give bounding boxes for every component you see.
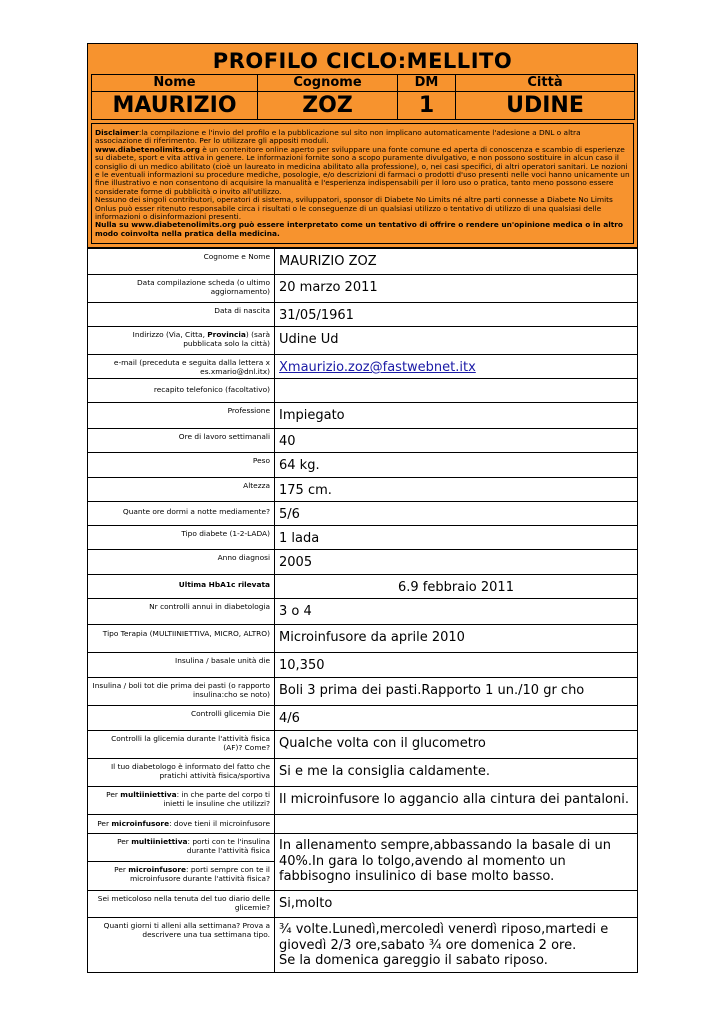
header-citta-label: Città bbox=[456, 75, 635, 92]
controlli-glicemia-value[interactable]: 4/6 bbox=[275, 706, 638, 731]
form-row-insulina-basale bbox=[88, 653, 638, 678]
field-label: Cognome e Nome bbox=[88, 249, 275, 275]
header-citta-value: UDINE bbox=[456, 92, 635, 120]
field-label: Controlli la glicemia durante l'attività fisica (AF)? Come? bbox=[88, 731, 275, 759]
header-dm-value: 1 bbox=[398, 92, 456, 120]
porti-insulina-value[interactable]: In allenamento sempre,abbassando la basale di un 40%.In gara lo tolgo,avendo al momento un fabbisogno insulinico di base molto basso. bbox=[275, 834, 638, 891]
identity-table bbox=[91, 74, 635, 120]
profile-page bbox=[87, 43, 638, 973]
disclaimer-text-3: Nessuno dei singoli contributori, operatori di sistema, sviluppatori, sponsor di Diabete No Limits né altre parti connesse a Diabete No Limits Onlus può esser ritenuto responsabile circa i risultati o le conseguenze di un qualsiasi utilizzo o tentativo di utilizzo di una qualsiasi delle informazioni o disinformazioni presenti. bbox=[95, 195, 613, 222]
label-part: Per bbox=[106, 790, 121, 799]
field-label: Il tuo diabetologo è informato del fatto che pratichi attività fisica/sportiva bbox=[88, 759, 275, 787]
disclaimer-text-4: Nulla su www.diabetenolimits.org può essere interpretato come un tentativo di offrire o rendere un'opinione medica o in altro modo coinvolta nella pratica della medicina. bbox=[95, 220, 623, 238]
form-row-anno-diagnosi bbox=[88, 550, 638, 575]
field-label: Insulina / basale unità die bbox=[88, 653, 275, 678]
form-row-multi-parte bbox=[88, 787, 638, 815]
field-label: Data di nascita bbox=[88, 303, 275, 327]
form-row-cognome-nome bbox=[88, 249, 638, 275]
field-label: Tipo Terapia (MULTIINIETTIVA, MICRO, ALTRO) bbox=[88, 625, 275, 653]
telefono-value[interactable] bbox=[275, 379, 638, 403]
diabetologo-value[interactable]: Si e me la consiglia caldamente. bbox=[275, 759, 638, 787]
form-row-micro-dove bbox=[88, 815, 638, 834]
label-bold-part: Provincia bbox=[207, 330, 246, 339]
email-link[interactable]: Xmaurizio.zoz@fastwebnet.itx bbox=[279, 360, 476, 375]
label-part: Per bbox=[97, 819, 112, 828]
form-row-insulina-boli bbox=[88, 678, 638, 706]
form-row-glicemia-attivita bbox=[88, 731, 638, 759]
hba1c-value[interactable]: 6.9 febbraio 2011 bbox=[275, 575, 638, 599]
form-row-data-compilazione bbox=[88, 275, 638, 303]
field-label: Nr controlli annui in diabetologia bbox=[88, 599, 275, 625]
altezza-value[interactable]: 175 cm. bbox=[275, 478, 638, 502]
field-label: Tipo diabete (1-2-LADA) bbox=[88, 526, 275, 550]
page-title: PROFILO CICLO:MELLITO bbox=[212, 49, 513, 73]
tipo-terapia-value[interactable]: Microinfusore da aprile 2010 bbox=[275, 625, 638, 653]
header-nome-label: Nome bbox=[92, 75, 258, 92]
field-label: Peso bbox=[88, 453, 275, 478]
field-label bbox=[88, 327, 275, 355]
field-label: Ore di lavoro settimanali bbox=[88, 429, 275, 453]
field-label: Quanti giorni ti alleni alla settimana? Prova a descrivere una tua settimana tipo. bbox=[88, 918, 275, 973]
disclaimer-box bbox=[91, 123, 634, 244]
form-row-data-nascita bbox=[88, 303, 638, 327]
field-label: Sei meticoloso nella tenuta del tuo diario delle glicemie? bbox=[88, 891, 275, 918]
label-bold-part: multiiniettiva bbox=[120, 790, 177, 799]
insulina-basale-value[interactable]: 10,350 bbox=[275, 653, 638, 678]
form-row-indirizzo bbox=[88, 327, 638, 355]
glicemia-attivita-value[interactable]: Qualche volta con il glucometro bbox=[275, 731, 638, 759]
form-row-peso bbox=[88, 453, 638, 478]
form-row-tipo-terapia bbox=[88, 625, 638, 653]
form-row-telefono bbox=[88, 379, 638, 403]
form-row-hba1c bbox=[88, 575, 638, 599]
header-cognome-label: Cognome bbox=[258, 75, 398, 92]
field-label bbox=[88, 815, 275, 834]
field-label: Anno diagnosi bbox=[88, 550, 275, 575]
label-part: : dove tieni il microinfusore bbox=[169, 819, 270, 828]
label-bold-part: multiiniettiva bbox=[131, 837, 188, 846]
tipo-diabete-value[interactable]: 1 lada bbox=[275, 526, 638, 550]
form-row-email bbox=[88, 355, 638, 379]
label-part: Indirizzo (Via, Citta, bbox=[132, 330, 208, 339]
label-bold-part: microinfusore bbox=[111, 819, 170, 828]
field-label: e-mail (preceduta e seguita dalla lettera x es.xmario@dnl.itx) bbox=[88, 355, 275, 379]
disclaimer-heading: Disclaimer bbox=[95, 128, 139, 137]
anno-diagnosi-value[interactable]: 2005 bbox=[275, 550, 638, 575]
field-label: Data compilazione scheda (o ultimo aggiornamento) bbox=[88, 275, 275, 303]
label-part: : porti sempre con te il microinfusore durante l'attività fisica? bbox=[129, 865, 270, 883]
form-row-ore-sonno bbox=[88, 502, 638, 526]
profile-header bbox=[87, 43, 638, 248]
data-nascita-value[interactable]: 31/05/1961 bbox=[275, 303, 638, 327]
label-part: : porti con te l'insulina durante l'attività fisica bbox=[186, 837, 270, 855]
field-label: Altezza bbox=[88, 478, 275, 502]
disclaimer-text-1: :la compilazione e l'invio del profilo e la pubblicazione sul sito non implicano automaticamente l'adesione a DNL o altra associazione di riferimento. Per lo utilizzare gli appositi moduli. bbox=[95, 128, 581, 146]
field-label bbox=[88, 834, 275, 862]
header-cognome-value: ZOZ bbox=[258, 92, 398, 120]
field-label bbox=[88, 787, 275, 815]
label-part: : in che parte del corpo ti inietti le insuline che utilizzi? bbox=[163, 790, 270, 808]
allenamento-value[interactable] bbox=[275, 918, 638, 973]
form-row-altezza bbox=[88, 478, 638, 502]
form-row-professione bbox=[88, 403, 638, 429]
ore-sonno-value[interactable]: 5/6 bbox=[275, 502, 638, 526]
multi-parte-value[interactable]: Il microinfusore lo aggancio alla cintura dei pantaloni. bbox=[275, 787, 638, 815]
form-row-tipo-diabete bbox=[88, 526, 638, 550]
label-bold-part: microinfusore bbox=[128, 865, 187, 874]
form-row-ore-lavoro bbox=[88, 429, 638, 453]
header-dm-label: DM bbox=[398, 75, 456, 92]
form-row-diabetologo bbox=[88, 759, 638, 787]
form-row-diario bbox=[88, 891, 638, 918]
header-nome-value: MAURIZIO bbox=[92, 92, 258, 120]
field-label bbox=[88, 862, 275, 891]
label-part: Per bbox=[114, 865, 129, 874]
data-compilazione-value[interactable]: 20 marzo 2011 bbox=[275, 275, 638, 303]
allenamento-text-2: Se la domenica gareggio il sabato riposo. bbox=[279, 953, 548, 968]
label-part: Per bbox=[117, 837, 132, 846]
disclaimer-site-name: www.diabetenolimits.org bbox=[95, 144, 200, 154]
peso-value[interactable]: 64 kg. bbox=[275, 453, 638, 478]
indirizzo-value[interactable]: Udine Ud bbox=[275, 327, 638, 355]
field-label: Professione bbox=[88, 403, 275, 429]
form-row-controlli-glicemia bbox=[88, 706, 638, 731]
field-label: Controlli glicemia Die bbox=[88, 706, 275, 731]
ore-lavoro-value[interactable]: 40 bbox=[275, 429, 638, 453]
field-label: Insulina / boli tot die prima dei pasti (o rapporto insulina:cho se noto) bbox=[88, 678, 275, 706]
field-label: recapito telefonico (facoltativo) bbox=[88, 379, 275, 403]
profile-form-table bbox=[87, 248, 638, 973]
field-label: Ultima HbA1c rilevata bbox=[88, 575, 275, 599]
label-part: ) (sarà pubblicata solo la città) bbox=[183, 330, 270, 348]
micro-dove-value[interactable] bbox=[275, 815, 638, 834]
form-row-allenamento bbox=[88, 918, 638, 973]
insulina-boli-value[interactable]: Boli 3 prima dei pasti.Rapporto 1 un./10 gr cho bbox=[275, 678, 638, 706]
controlli-annui-value[interactable]: 3 o 4 bbox=[275, 599, 638, 625]
field-label: Quante ore dormi a notte mediamente? bbox=[88, 502, 275, 526]
disclaimer-text-2: è un contenitore online aperto per sviluppare una fonte comune ed aperta di conoscenza e scambio di esperienze su diabete, sport e vita attiva in genere. Le informazioni fornite sono a scopo puramente divulgativo, e non possono sostituire in alcun caso il consiglio di un medico abilitato (cioè un laureato in medicina abilitato alla professione), o, nei casi specifici, di altri operatori sanitari. Le nozioni e le eventuali informazioni su procedure mediche, posologie, e/o descrizioni di farmaci o prodotti d'uso presenti nelle voci hanno unicamente un fine illustrativo e non consentono di acquisire la manualità e l'esperienza indispensabili per il loro uso o pratica, tanto meno possono essere considerate forme di pubblicità o invito all'utilizzo. bbox=[95, 144, 630, 196]
diario-value[interactable]: Si,molto bbox=[275, 891, 638, 918]
allenamento-text: ¾ volte.Lunedì,mercoledì venerdì riposo,martedi e giovedì 2/3 ore,sabato ¾ ore domenica 2 ore. bbox=[279, 922, 609, 953]
cognome-nome-value[interactable]: MAURIZIO ZOZ bbox=[275, 249, 638, 275]
form-row-controlli-annui bbox=[88, 599, 638, 625]
professione-value[interactable]: Impiegato bbox=[275, 403, 638, 429]
email-value[interactable] bbox=[275, 355, 638, 379]
form-row-multi-porti bbox=[88, 834, 638, 862]
